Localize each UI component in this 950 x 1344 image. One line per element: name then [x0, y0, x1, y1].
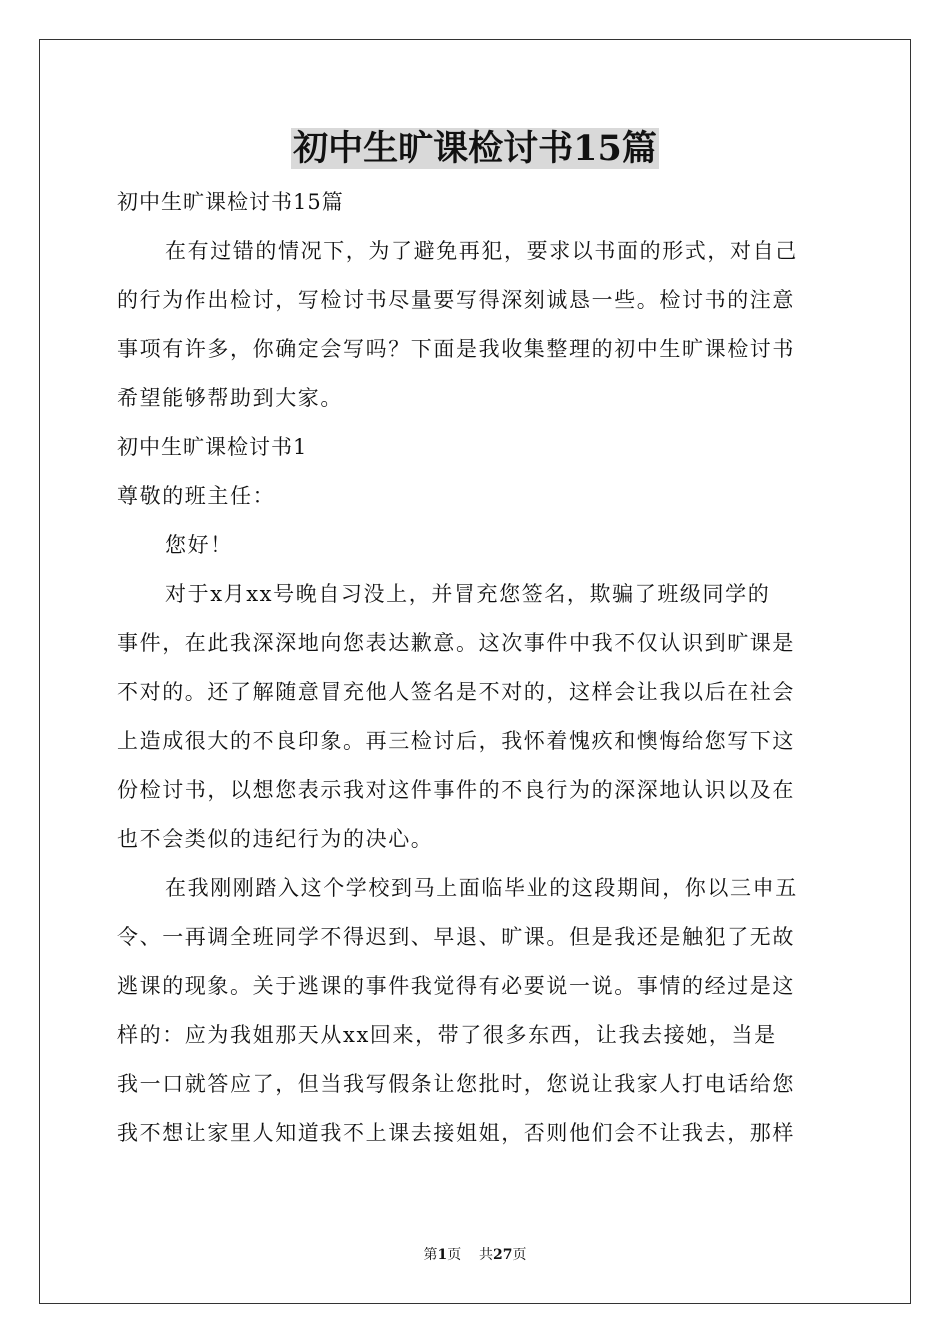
body-text-line: 事件，在此我深深地向您表达歉意。这次事件中我不仅认识到旷课是 — [117, 631, 795, 655]
body-text-line: 令、一再调全班同学不得迟到、早退、旷课。但是我还是触犯了无故 — [117, 925, 795, 949]
body-text-line: 逃课的现象。关于逃课的事件我觉得有必要说一说。事情的经过是这 — [117, 974, 795, 998]
body-text-line: 初中生旷课检讨书1 — [117, 435, 308, 459]
body-text-line: 我不想让家里人知道我不上课去接姐姐，否则他们会不让我去，那样 — [117, 1121, 795, 1145]
footer-page-prefix: 第 — [423, 1247, 438, 1263]
body-text-line: 我一口就答应了，但当我写假条让您批时，您说让我家人打电话给您 — [117, 1072, 795, 1096]
body-text-line: 初中生旷课检讨书15篇 — [117, 190, 344, 214]
footer-total-pages: 27 — [493, 1247, 513, 1263]
body-text-line: 份检讨书，以想您表示我对这件事件的不良行为的深深地认识以及在 — [117, 778, 795, 802]
body-text-line: 的行为作出检讨，写检讨书尽量要写得深刻诚恳一些。检讨书的注意 — [117, 288, 795, 312]
footer-page-number: 1 — [437, 1247, 448, 1263]
document-body — [117, 178, 833, 1158]
body-text-line: 上造成很大的不良印象。再三检讨后，我怀着愧疚和懊悔给您写下这 — [117, 729, 795, 753]
body-text-line: 也不会类似的违纪行为的决心。 — [117, 827, 434, 851]
document-title-text: 初中生旷课检讨书15篇 — [293, 128, 657, 169]
body-text-line: 在有过错的情况下，为了避免再犯，要求以书面的形式，对自己 — [165, 239, 798, 263]
body-text-line: 您好！ — [165, 533, 233, 557]
body-text-line: 不对的。还了解随意冒充他人签名是不对的，这样会让我以后在社会 — [117, 680, 795, 704]
body-text-line: 事项有许多，你确定会写吗？下面是我收集整理的初中生旷课检讨书 — [117, 337, 795, 361]
body-text-line: 在我刚刚踏入这个学校到马上面临毕业的这段期间，你以三申五 — [165, 876, 798, 900]
body-text-line: 尊敬的班主任： — [117, 484, 276, 508]
footer-page-suffix: 页 — [447, 1247, 462, 1263]
footer-total-suffix: 页 — [512, 1247, 527, 1263]
page-footer — [0, 1246, 950, 1264]
footer-total-prefix: 共 — [479, 1247, 494, 1263]
document-title — [0, 126, 950, 172]
body-text-line: 样的：应为我姐那天从xx回来，带了很多东西，让我去接她，当是 — [117, 1023, 777, 1047]
body-text-line: 对于x月xx号晚自习没上，并冒充您签名，欺骗了班级同学的 — [165, 582, 771, 606]
body-text-line: 希望能够帮助到大家。 — [117, 386, 343, 410]
